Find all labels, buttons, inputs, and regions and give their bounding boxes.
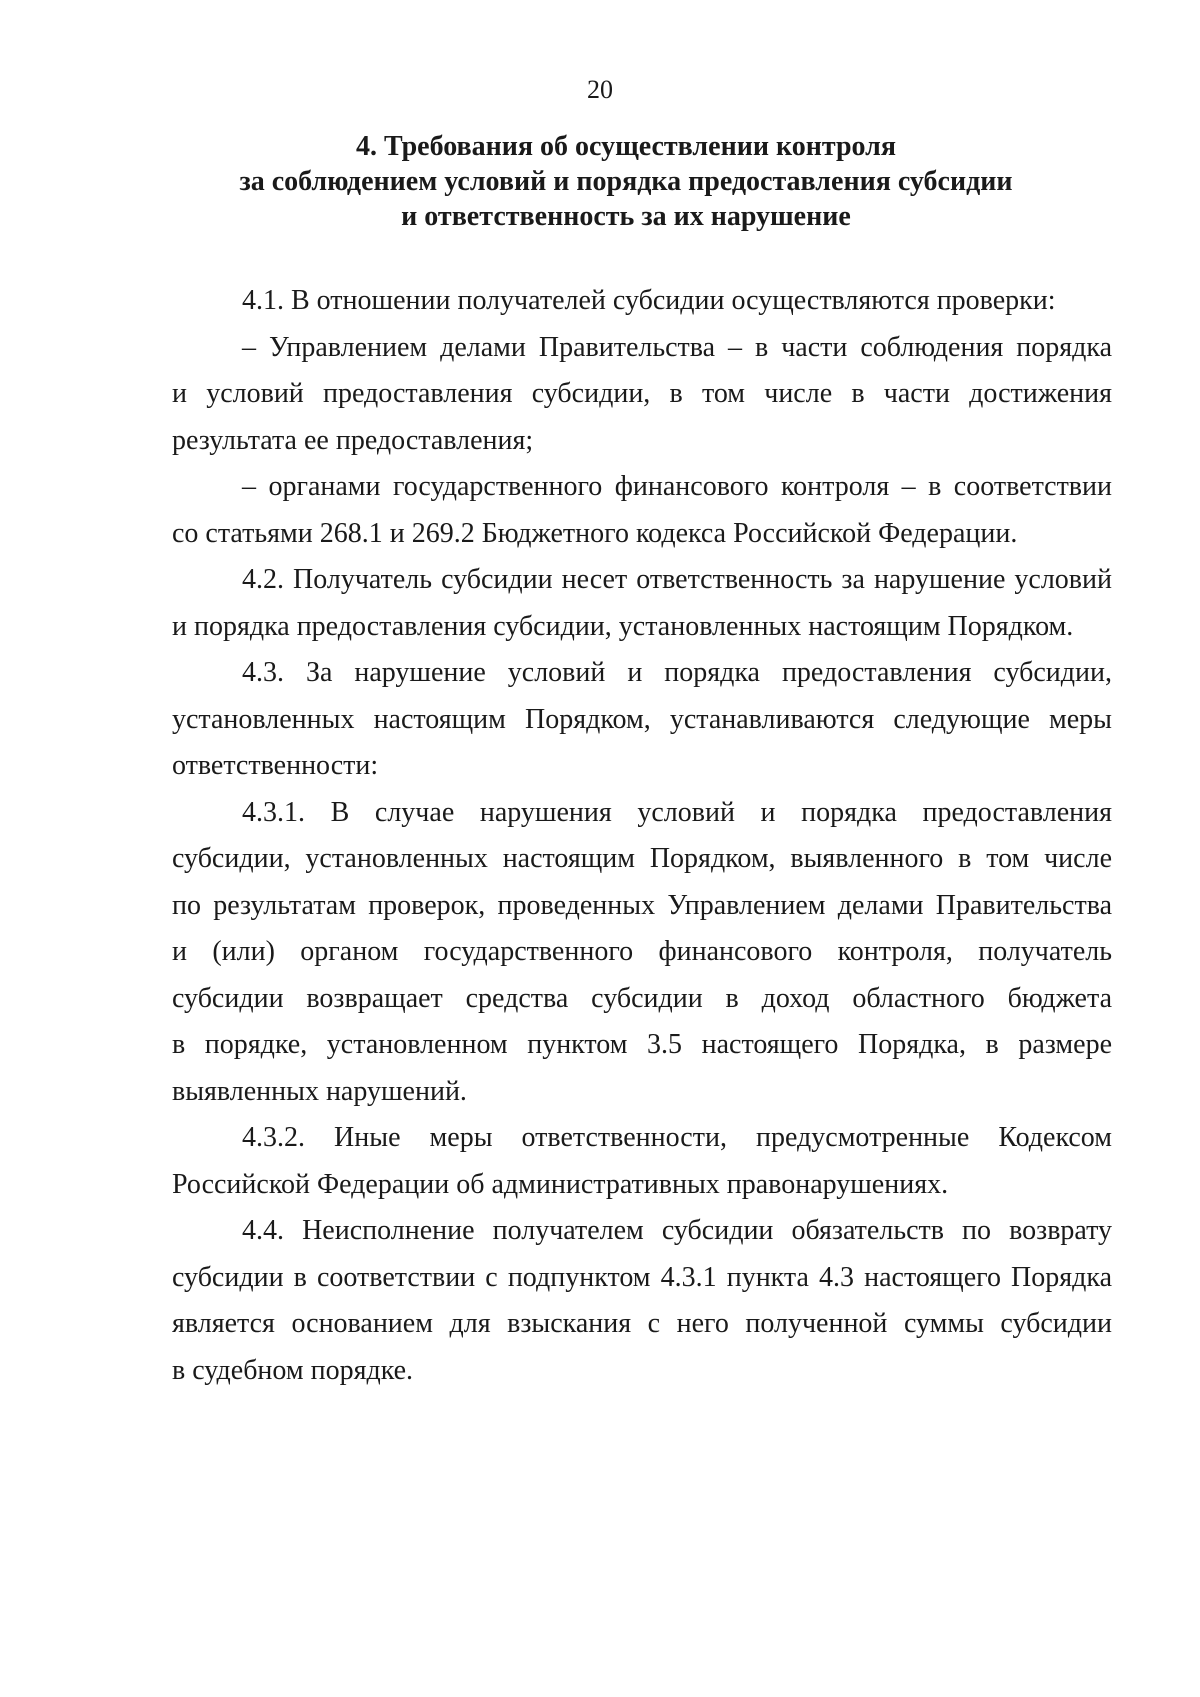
paragraph-line: 4.4. Неисполнение получателем субсидии обязательств по возврату	[242, 1215, 1112, 1246]
paragraph-4-4	[172, 1208, 1112, 1394]
paragraph-line: Российской Федерации об административных правонарушениях.	[172, 1168, 949, 1200]
paragraph-line: – органами государственного финансового контроля – в соответствии	[242, 471, 1112, 502]
document-body	[172, 278, 1112, 1394]
section-heading-line: за соблюдением условий и порядка предоставления субсидии	[239, 166, 1013, 197]
paragraph-line: субсидии, установленных настоящим Порядком, выявленного в том числе	[172, 843, 1112, 874]
paragraph-line: в порядке, установленном пунктом 3.5 настоящего Порядка, в размере	[172, 1029, 1112, 1060]
paragraph-line: результата ее предоставления;	[172, 424, 534, 456]
paragraph-4-1-item-b	[172, 464, 1112, 557]
section-heading-line: 4. Требования об осуществлении контроля	[355, 131, 897, 162]
section-heading-line: и ответственность за их нарушение	[401, 201, 851, 232]
page-number: 20	[587, 75, 613, 104]
paragraph-line: по результатам проверок, проведенных Управлением делами Правительства	[172, 889, 1112, 921]
paragraph-line: ответственности:	[172, 750, 379, 781]
paragraph-4-3	[172, 650, 1112, 790]
paragraph-line: субсидии в соответствии с подпунктом 4.3.1 пункта 4.3 настоящего Порядка	[172, 1261, 1112, 1293]
paragraph-line: – Управлением делами Правительства – в части соблюдения порядка	[242, 331, 1112, 363]
paragraph-4-3-2	[172, 1115, 1112, 1208]
paragraph-line: со статьями 268.1 и 269.2 Бюджетного кодекса Российской Федерации.	[172, 517, 1018, 549]
paragraph-line: является основанием для взыскания с него полученной суммы субсидии	[172, 1308, 1112, 1339]
paragraph-line: установленных настоящим Порядком, устанавливаются следующие меры	[172, 703, 1112, 735]
paragraph-line: субсидии возвращает средства субсидии в доход областного бюджета	[172, 982, 1112, 1014]
paragraph-line: и условий предоставления субсидии, в том числе в части достижения	[172, 378, 1112, 409]
paragraph-line: выявленных нарушений.	[172, 1075, 467, 1107]
paragraph-line: и (или) органом государственного финансового контроля, получатель	[172, 936, 1112, 967]
paragraph-line: в судебном порядке.	[172, 1354, 414, 1386]
paragraph-line: 4.3. За нарушение условий и порядка предоставления субсидии,	[242, 657, 1112, 688]
paragraph-line: 4.1. В отношении получателей субсидии осуществляются проверки:	[242, 285, 1056, 316]
paragraph-line: и порядка предоставления субсидии, установленных настоящим Порядком.	[172, 610, 1074, 642]
paragraph-line: 4.3.1. В случае нарушения условий и порядка предоставления	[242, 796, 1112, 828]
paragraph-line: 4.3.2. Иные меры ответственности, предусмотренные Кодексом	[242, 1122, 1112, 1153]
section-heading	[160, 129, 1092, 234]
paragraph-4-1-item-a	[172, 325, 1112, 465]
paragraph-4-1	[172, 278, 1112, 325]
paragraph-4-2	[172, 557, 1112, 650]
paragraph-line: 4.2. Получатель субсидии несет ответственность за нарушение условий	[242, 564, 1112, 595]
paragraph-4-3-1	[172, 790, 1112, 1116]
